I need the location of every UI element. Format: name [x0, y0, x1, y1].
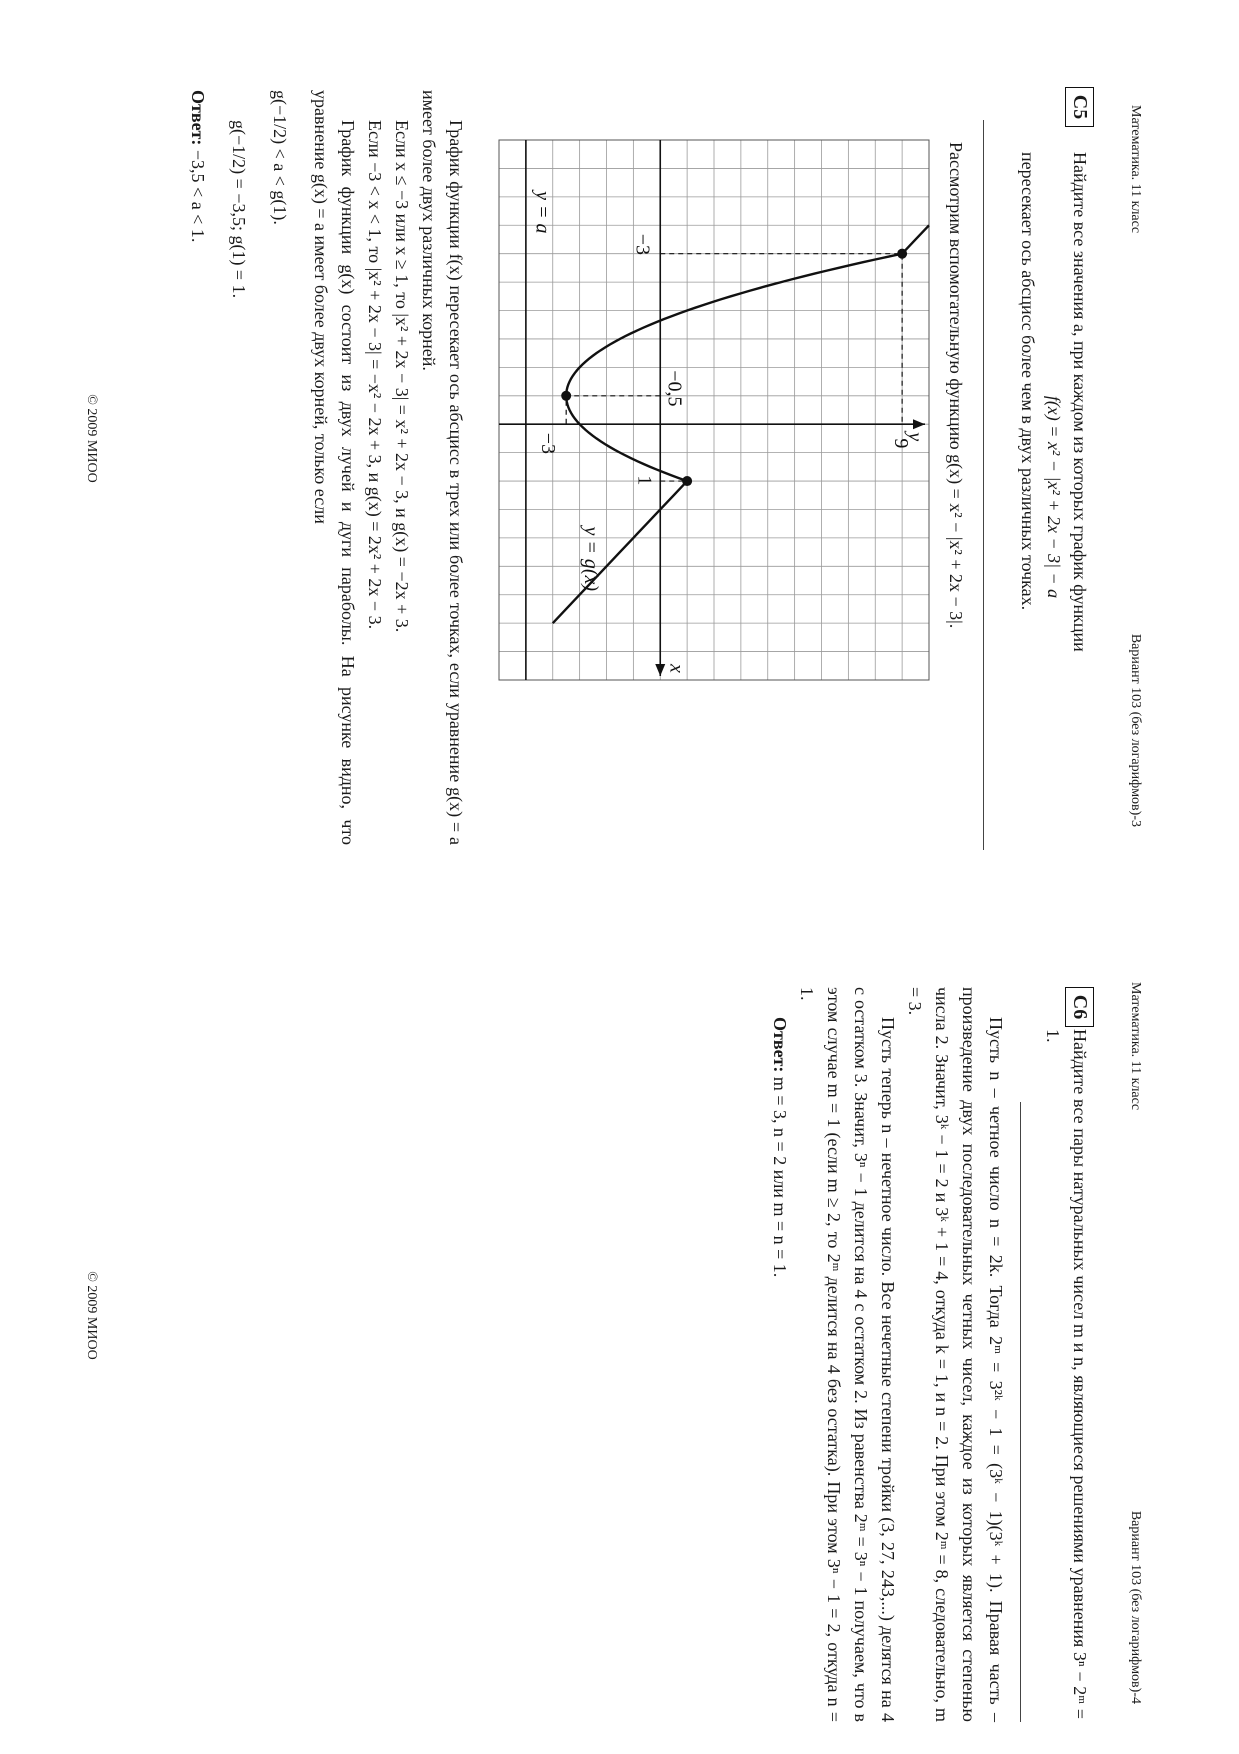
x-axis-arrow [655, 664, 665, 676]
axes [499, 140, 925, 676]
function-graph [489, 130, 939, 690]
body-para-4: График функции g(x) состоит из двух лучей и дуги параболы. На рисунке видно, что уравнение g(x) = a имеет более двух корней, только если [311, 90, 358, 845]
label-y-axis: y [904, 432, 926, 442]
task-statement-c6: Найдите все пары натуральных чисел m и n, являющиеся решениями уравнения 3ⁿ − 2ᵐ = 1. [1043, 1029, 1090, 1719]
label-curve: y = g(x) [580, 526, 602, 592]
label-x-axis: x [665, 664, 688, 673]
label-neg-three-y: −3 [537, 432, 560, 455]
solution-body [184, 90, 469, 845]
answer-label: Ответ: [770, 1017, 790, 1073]
label-neg-three-x: −3 [631, 233, 654, 256]
guide-neg-half [566, 396, 660, 424]
answer-line [766, 987, 793, 1722]
series [526, 140, 929, 680]
answer-label: Ответ: [188, 90, 208, 146]
task-line-1: Найдите все значения a, при каждом из которых график функции [1070, 152, 1090, 652]
marked-point [682, 476, 692, 486]
task-formula: f(x) = x² − |x² + 2x − 3| − a [1044, 395, 1064, 599]
page-c6 [0, 877, 1239, 1754]
y-axis-arrow [913, 419, 925, 429]
answer-value: −3,5 < a < 1. [188, 149, 208, 243]
task-badge-c6: C6 [1065, 987, 1094, 1027]
marked-point [561, 391, 571, 401]
task-statement-c5 [1015, 152, 1093, 842]
body-inequality: g(−1/2) < a < g(1). [270, 90, 290, 225]
separator-line [1020, 1102, 1021, 1722]
marked-point [897, 249, 907, 259]
answer-value: m = 3, n = 2 или m = n = 1. [770, 1076, 790, 1278]
label-one: 1 [633, 475, 656, 486]
grid [499, 140, 929, 680]
task-line-3: пересекает ось абсцисс более чем в двух различных точках. [1018, 152, 1038, 611]
label-neg-half: −0,5 [663, 370, 686, 407]
body-para-1: Пусть n – четное число n = 2k. Тогда 2ᵐ = 3²ᵏ − 1 = (3ᵏ − 1)(3ᵏ + 1). Правая часть – произведение двух последовательных четных чисел, каждое из которых является степенью числа 2. Значит, 3ᵏ − 1 = 2 и 3ᵏ + 1 = 4, откуда k = 1, и n = 2. При этом 2ᵐ = 8, следовательно, m = 3. [905, 987, 1006, 1722]
footer-copyright: © 2009 МИОО [84, 1271, 99, 1360]
body-para-2: Пусть теперь n – нечетное число. Все нечетные степени тройки (3, 27, 243,...) делятся на 4 с остатком 3. Значит, 3ⁿ − 1 делится на 4 с остатком 2. Из равенства 2ᵐ = 3ⁿ − 1 получаем, что в этом случае m = 1 (если m ≥ 2, то 2ᵐ делится на 4 без остатка). При этом 3ⁿ − 1 = 2, откуда n = 1. [797, 987, 898, 1722]
body-para-3: Если −3 < x < 1, то |x² + 2x − 3| = −x² − 2x + 3, и g(x) = 2x² + 2x − 3. [365, 120, 385, 630]
separator-line [983, 120, 984, 850]
solution-intro: Рассмотрим вспомогательную функцию g(x) = x² − |x² + 2x − 3|. [946, 142, 966, 629]
task-badge-c5: C5 [1065, 87, 1094, 127]
answer-line [184, 90, 211, 845]
header-right: Вариант 103 (без логарифмов)-4 [1128, 1510, 1143, 1704]
header-left: Математика. 11 класс [1128, 105, 1143, 234]
body-values: g(−1/2) = −3,5; g(1) = 1. [229, 120, 249, 299]
label-y-equals-a: y = a [531, 191, 554, 234]
body-para-1: График функции f(x) пересекает ось абсцисс в трех или более точках, если уравнение g(x) = a имеет более двух различных корней. [419, 90, 466, 845]
header-right: Вариант 103 (без логарифмов)-3 [1128, 633, 1143, 827]
graph-svg [489, 130, 939, 690]
solution-body [766, 987, 1009, 1722]
label-nine: 9 [890, 438, 913, 449]
header-left: Математика. 11 класс [1128, 982, 1143, 1111]
footer-copyright: © 2009 МИОО [84, 394, 99, 483]
body-para-2: Если x ≤ −3 или x ≥ 1, то |x² + 2x − 3| = x² + 2x − 3, и g(x) = −2x + 3. [392, 120, 412, 633]
